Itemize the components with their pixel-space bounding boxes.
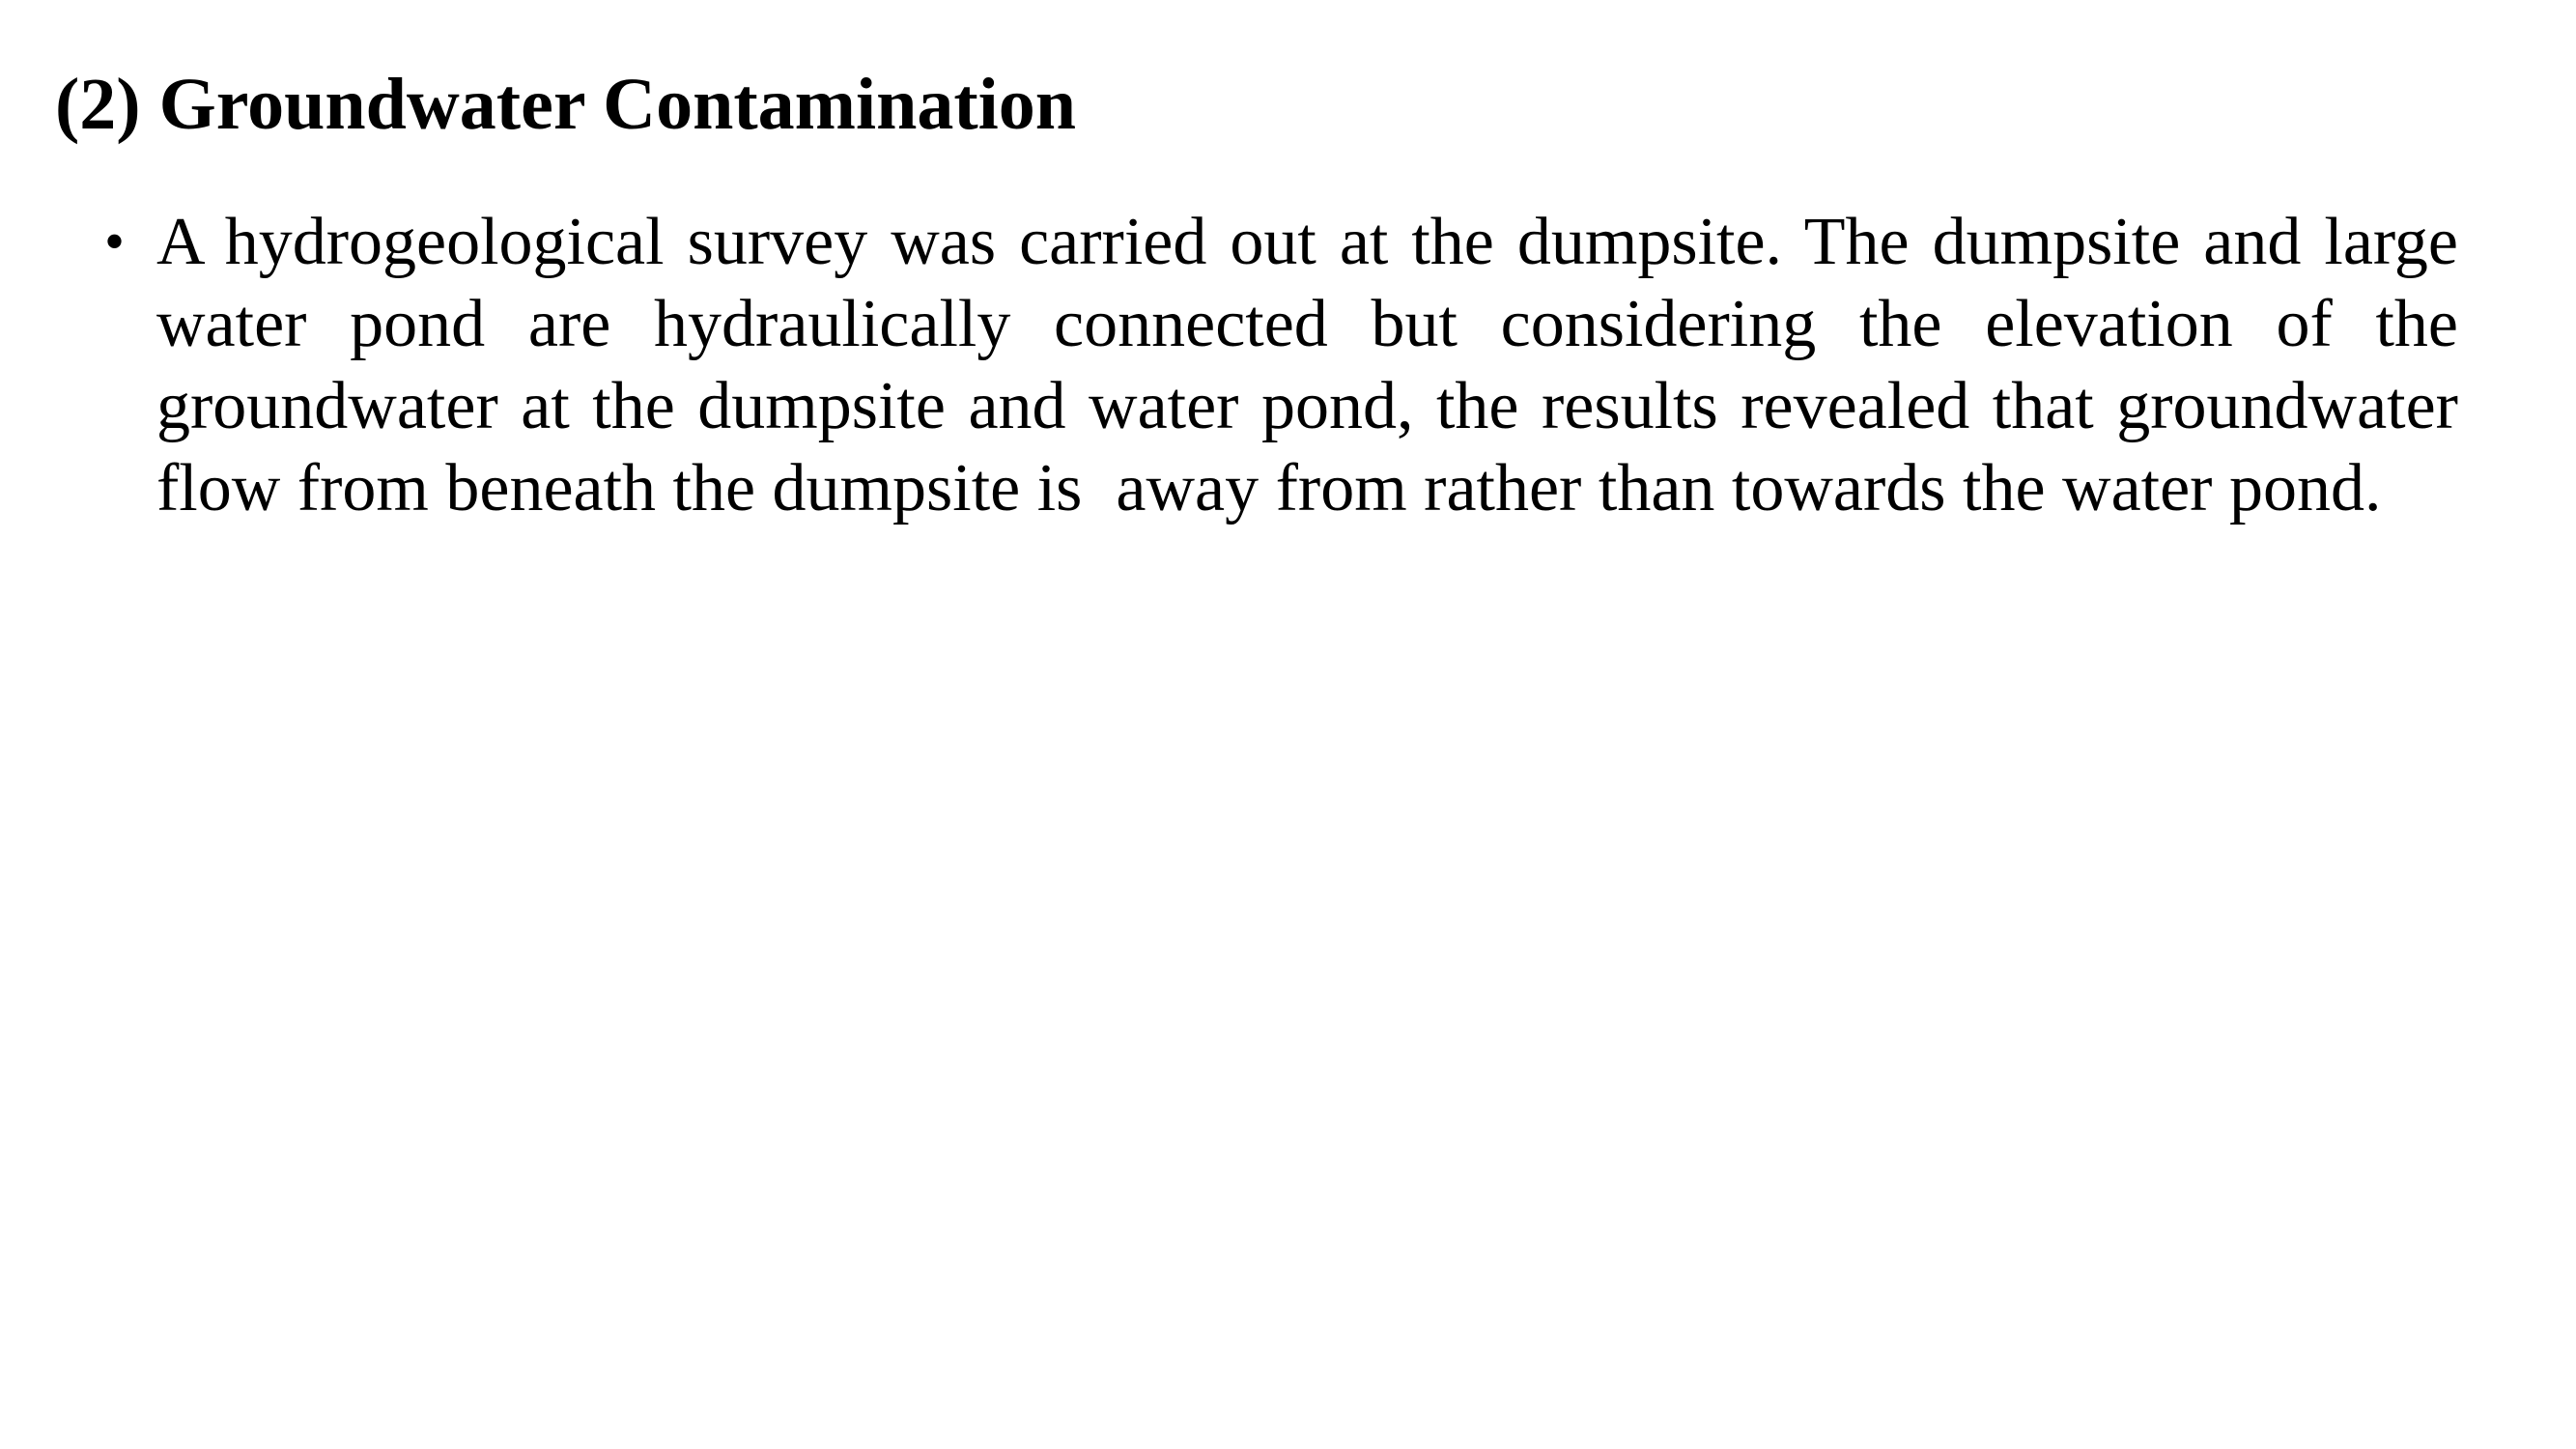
bullet-list [104, 201, 2476, 529]
slide-title: (2) Groundwater Contamination [55, 64, 1077, 145]
bullet-icon: • [104, 210, 126, 273]
bullet-text: A hydrogeological survey was carried out at the dumpsite. The dumpsite and large water pond are hydraulically connected but considering the elevation of the groundwater at the dumpsite and water pond, the results revealed that groundwater flow from beneath the dumpsite is away from rather than towards the water pond. [156, 205, 2476, 526]
bullet-item [104, 201, 2476, 529]
